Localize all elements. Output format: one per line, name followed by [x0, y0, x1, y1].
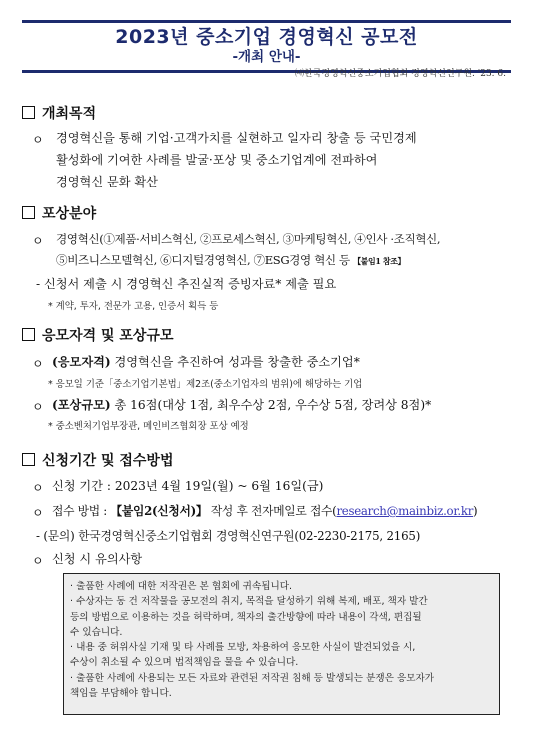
- caution-label: 신청 시 유의사항: [52, 552, 143, 566]
- caution-line: · 수상자는 동 건 저작물을 공모전의 취지, 목적을 달성하기 위해 복제, 배포, 책자 발간: [70, 596, 428, 608]
- email-link[interactable]: research@mainbiz.or.kr: [336, 504, 474, 518]
- organization-date: ㈔한국경영혁신중소기업협회 경영혁신연구원. '23. 6.: [294, 69, 506, 79]
- prize-scale: (포상규모) 총 16점(대상 1점, 최우수상 2점, 우수상 5점, 장려상 8점)*: [52, 398, 432, 412]
- purpose-line-3: 경영혁신 문화 확산: [56, 175, 158, 189]
- eligibility-note: * 응모일 기준「중소기업기본법」제2조(중소기업자의 범위)에 해당하는 기업: [48, 379, 363, 390]
- prize-note: * 중소벤처기업부장관, 메인비즈협회장 포상 예정: [48, 421, 249, 432]
- page-title: 2023년 중소기업 경영혁신 공모전: [115, 26, 418, 48]
- section-heading-application: 신청기간 및 접수방법: [22, 450, 173, 470]
- bullet-icon: ㅇ: [32, 400, 44, 414]
- caution-line: · 출품한 사례에 사용되는 모든 자료와 관련된 저작권 침해 등 발생되는 분쟁은 응모자가: [70, 672, 435, 684]
- fields-note: * 계약, 투자, 전문가 고용, 인증서 획득 등: [48, 301, 219, 312]
- fields-line-2: ⑤비즈니스모델혁신, ⑥디지털경영혁신, ⑦ESG경영 혁신 등 【붙임1 참조】: [56, 253, 406, 267]
- section-heading-purpose: 개최목적: [22, 103, 96, 123]
- caution-line: 책임을 부담해야 합니다.: [70, 688, 172, 700]
- eligibility-qualification: (응모자격) 경영혁신을 추진하여 성과를 창출한 중소기업*: [52, 355, 360, 369]
- fields-line-1: 경영혁신(①제품·서비스혁신, ②프로세스혁신, ③마케팅혁신, ④인사 ·조직혁신,: [56, 232, 441, 246]
- bullet-icon: ㅇ: [32, 506, 44, 520]
- cautions-box: [63, 573, 500, 715]
- caution-line: 수상이 취소될 수 있으며 법적책임을 물을 수 있습니다.: [70, 657, 299, 669]
- checkbox-square-icon: [22, 328, 35, 341]
- attachment-ref: 【붙임1 참조】: [353, 256, 406, 266]
- caution-line: · 내용 중 허위사실 기재 및 타 사례를 모방, 차용하여 응모한 사실이 발견되었을 시,: [70, 642, 416, 654]
- fields-line-3: - 신청서 제출 시 경영혁신 추진실적 증빙자료* 제출 필요: [36, 277, 337, 291]
- bullet-icon: ㅇ: [32, 234, 44, 248]
- application-period: 신청 기간 : 2023년 4월 19일(월) ~ 6월 16일(금): [52, 479, 324, 493]
- bullet-icon: ㅇ: [32, 357, 44, 371]
- page-subtitle: -개최 안내-: [232, 49, 301, 65]
- bullet-icon: ㅇ: [32, 481, 44, 495]
- bullet-icon: ㅇ: [32, 133, 44, 147]
- checkbox-square-icon: [22, 206, 35, 219]
- purpose-line-2: 활성화에 기여한 사례를 발굴·포상 및 중소기업계에 전파하여: [56, 153, 378, 167]
- caution-line: 수 있습니다.: [70, 626, 123, 638]
- caution-line: 등의 방법으로 이용하는 것을 허락하며, 책자의 출간방향에 따라 내용이 각색, 편집될: [70, 611, 422, 623]
- purpose-line-1: 경영혁신을 통해 기업·고객가치를 실현하고 일자리 창출 등 국민경제: [56, 131, 417, 145]
- application-inquiry: - (문의) 한국경영혁신중소기업협회 경영혁신연구원(02-2230-2175, 2165): [36, 529, 421, 543]
- bullet-icon: ㅇ: [32, 554, 44, 568]
- section-heading-fields: 포상분야: [22, 203, 96, 223]
- application-method: 접수 방법 : 【붙임2(신청서)】 작성 후 전자메일로 접수(research@mainbiz.or.kr): [52, 504, 478, 518]
- section-heading-eligibility: 응모자격 및 포상규모: [22, 325, 173, 345]
- checkbox-square-icon: [22, 106, 35, 119]
- caution-line: · 출품한 사례에 대한 저작권은 본 협회에 귀속됩니다.: [70, 581, 293, 592]
- checkbox-square-icon: [22, 453, 35, 466]
